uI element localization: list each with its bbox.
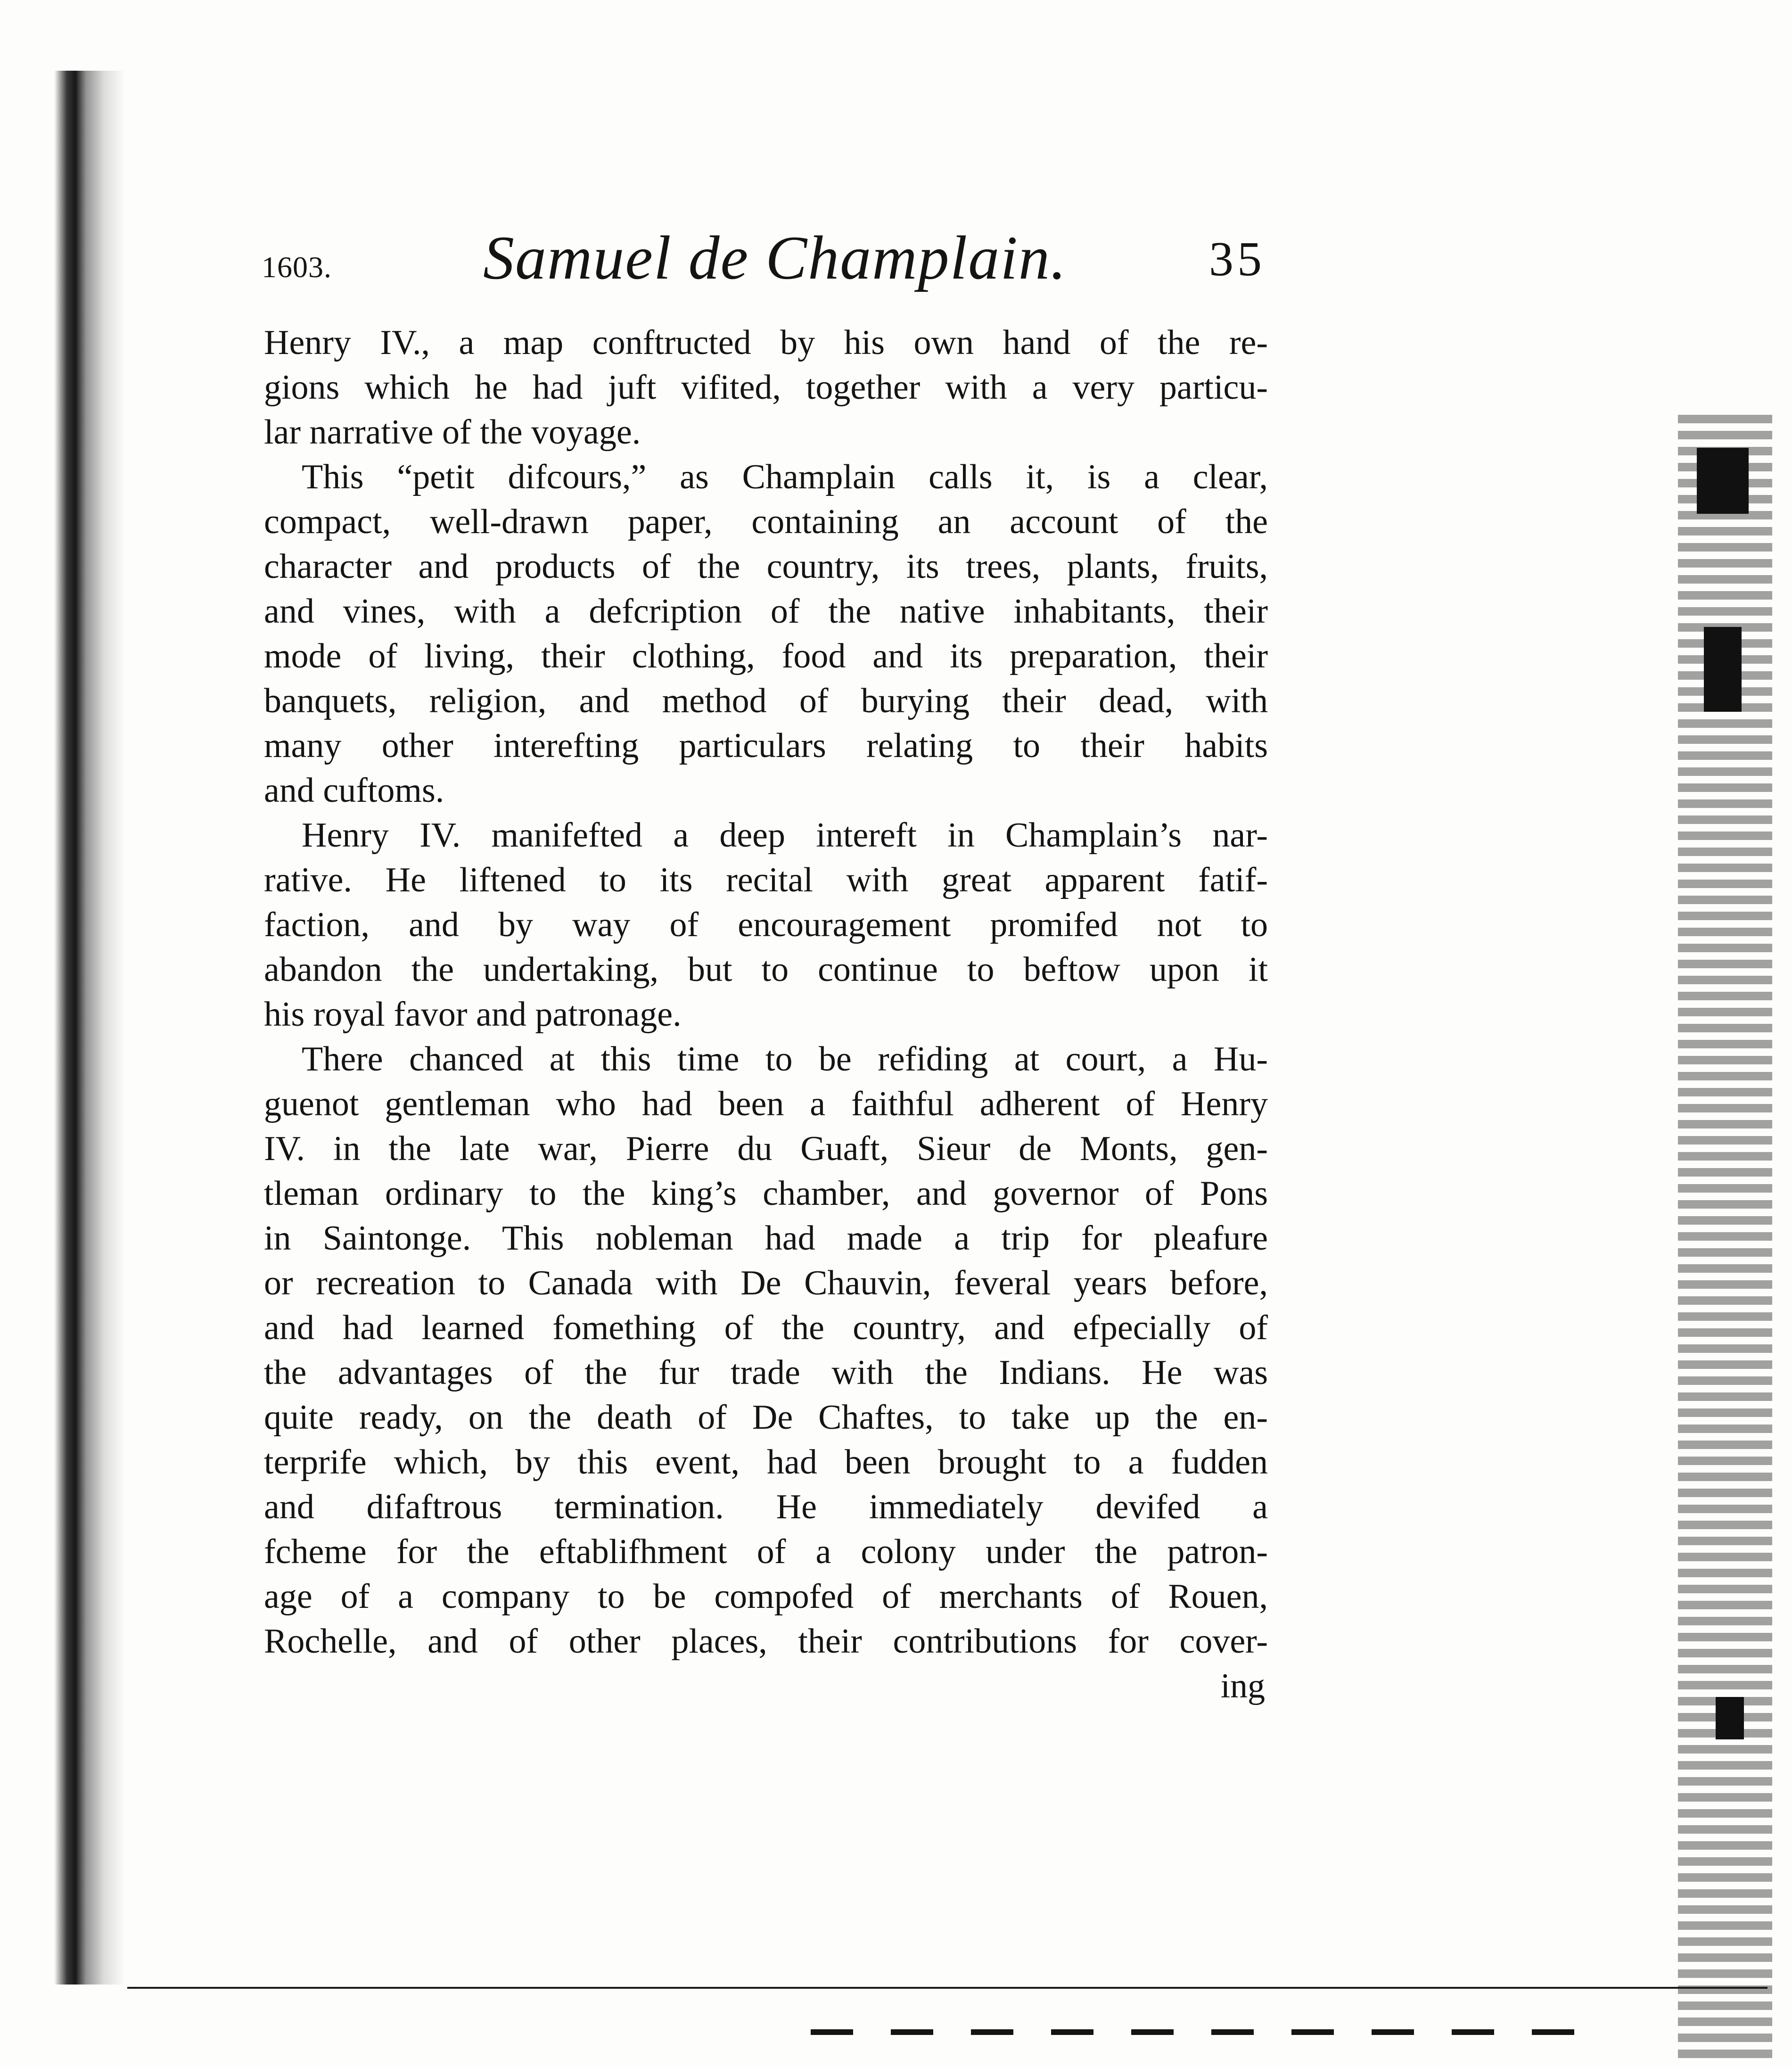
text-line: This “petit difcours,” as Champlain calls it, is a clear, (302, 458, 1268, 496)
text-line: age of a company to be compofed of merchants of Rouen, (264, 1577, 1268, 1616)
text-line: compact, well-drawn paper, containing an account of the (264, 502, 1268, 541)
paragraph (264, 1037, 1268, 1664)
text-line: faction, and by way of encouragement promifed not to (264, 906, 1268, 944)
text-line: banquets, religion, and method of burying their dead, with (264, 682, 1268, 720)
binding-shadow-left (54, 71, 125, 1985)
text-line: or recreation to Canada with De Chauvin, feveral years before, (264, 1264, 1268, 1302)
text-line: many other interefting particulars relating to their habits (264, 726, 1268, 765)
running-header-year: 1603. (262, 250, 332, 284)
running-header-title: Samuel de Champlain. (483, 223, 1067, 292)
scan-artifact-right (1697, 448, 1749, 514)
text-line: in Saintonge. This nobleman had made a trip for pleafure (264, 1219, 1268, 1258)
text-line: quite ready, on the death of De Chaftes, to take up the en- (264, 1398, 1268, 1437)
bottom-edge-rule (127, 1987, 1767, 1989)
text-line: tleman ordinary to the king’s chamber, and governor of Pons (264, 1174, 1268, 1213)
text-line: Henry IV., a map conftructed by his own hand of the re- (264, 323, 1268, 362)
text-line: guenot gentleman who had been a faithful adherent of Henry (264, 1085, 1268, 1123)
text-line: fcheme for the eftablifhment of a colony under the patron- (264, 1532, 1268, 1571)
scan-artifact-right (1704, 627, 1742, 712)
text-line: his royal favor and patronage. (264, 995, 682, 1034)
catchword: ing (1220, 1667, 1265, 1705)
text-line: the advantages of the fur trade with the Indians. He was (264, 1353, 1268, 1392)
text-line: and cuftoms. (264, 771, 444, 810)
body-text (264, 321, 1268, 1709)
paragraph (264, 455, 1268, 813)
text-line: and had learned fomething of the country, and efpecially of (264, 1309, 1268, 1347)
text-line: There chanced at this time to be refiding at court, a Hu- (302, 1040, 1268, 1079)
text-line: lar narrative of the voyage. (264, 413, 641, 452)
scan-artifact-right (1716, 1697, 1744, 1739)
text-line: Henry IV. manifefted a deep intereft in Champlain’s nar- (302, 816, 1268, 855)
text-line: mode of living, their clothing, food and its preparation, their (264, 637, 1268, 675)
text-line: and difaftrous termination. He immediately devifed a (264, 1488, 1268, 1526)
text-line: abandon the undertaking, but to continue to beftow upon it (264, 950, 1268, 989)
text-line: and vines, with a defcription of the native inhabitants, their (264, 592, 1268, 631)
text-line: terprife which, by this event, had been brought to a fudden (264, 1443, 1268, 1482)
text-line: IV. in the late war, Pierre du Guaft, Sieur de Monts, gen- (264, 1129, 1268, 1168)
page-number: 35 (1209, 232, 1266, 286)
bottom-edge-marks (811, 2029, 1588, 2035)
running-header (257, 222, 1266, 306)
paragraph (264, 321, 1268, 455)
text-line: gions which he had juft vifited, together with a very particu- (264, 368, 1268, 407)
text-line: Rochelle, and of other places, their contributions for cover- (264, 1622, 1268, 1661)
text-line: rative. He liftened to its recital with great apparent fatif- (264, 861, 1268, 899)
paragraph (264, 813, 1268, 1037)
text-line: character and products of the country, its trees, plants, fruits, (264, 547, 1268, 586)
